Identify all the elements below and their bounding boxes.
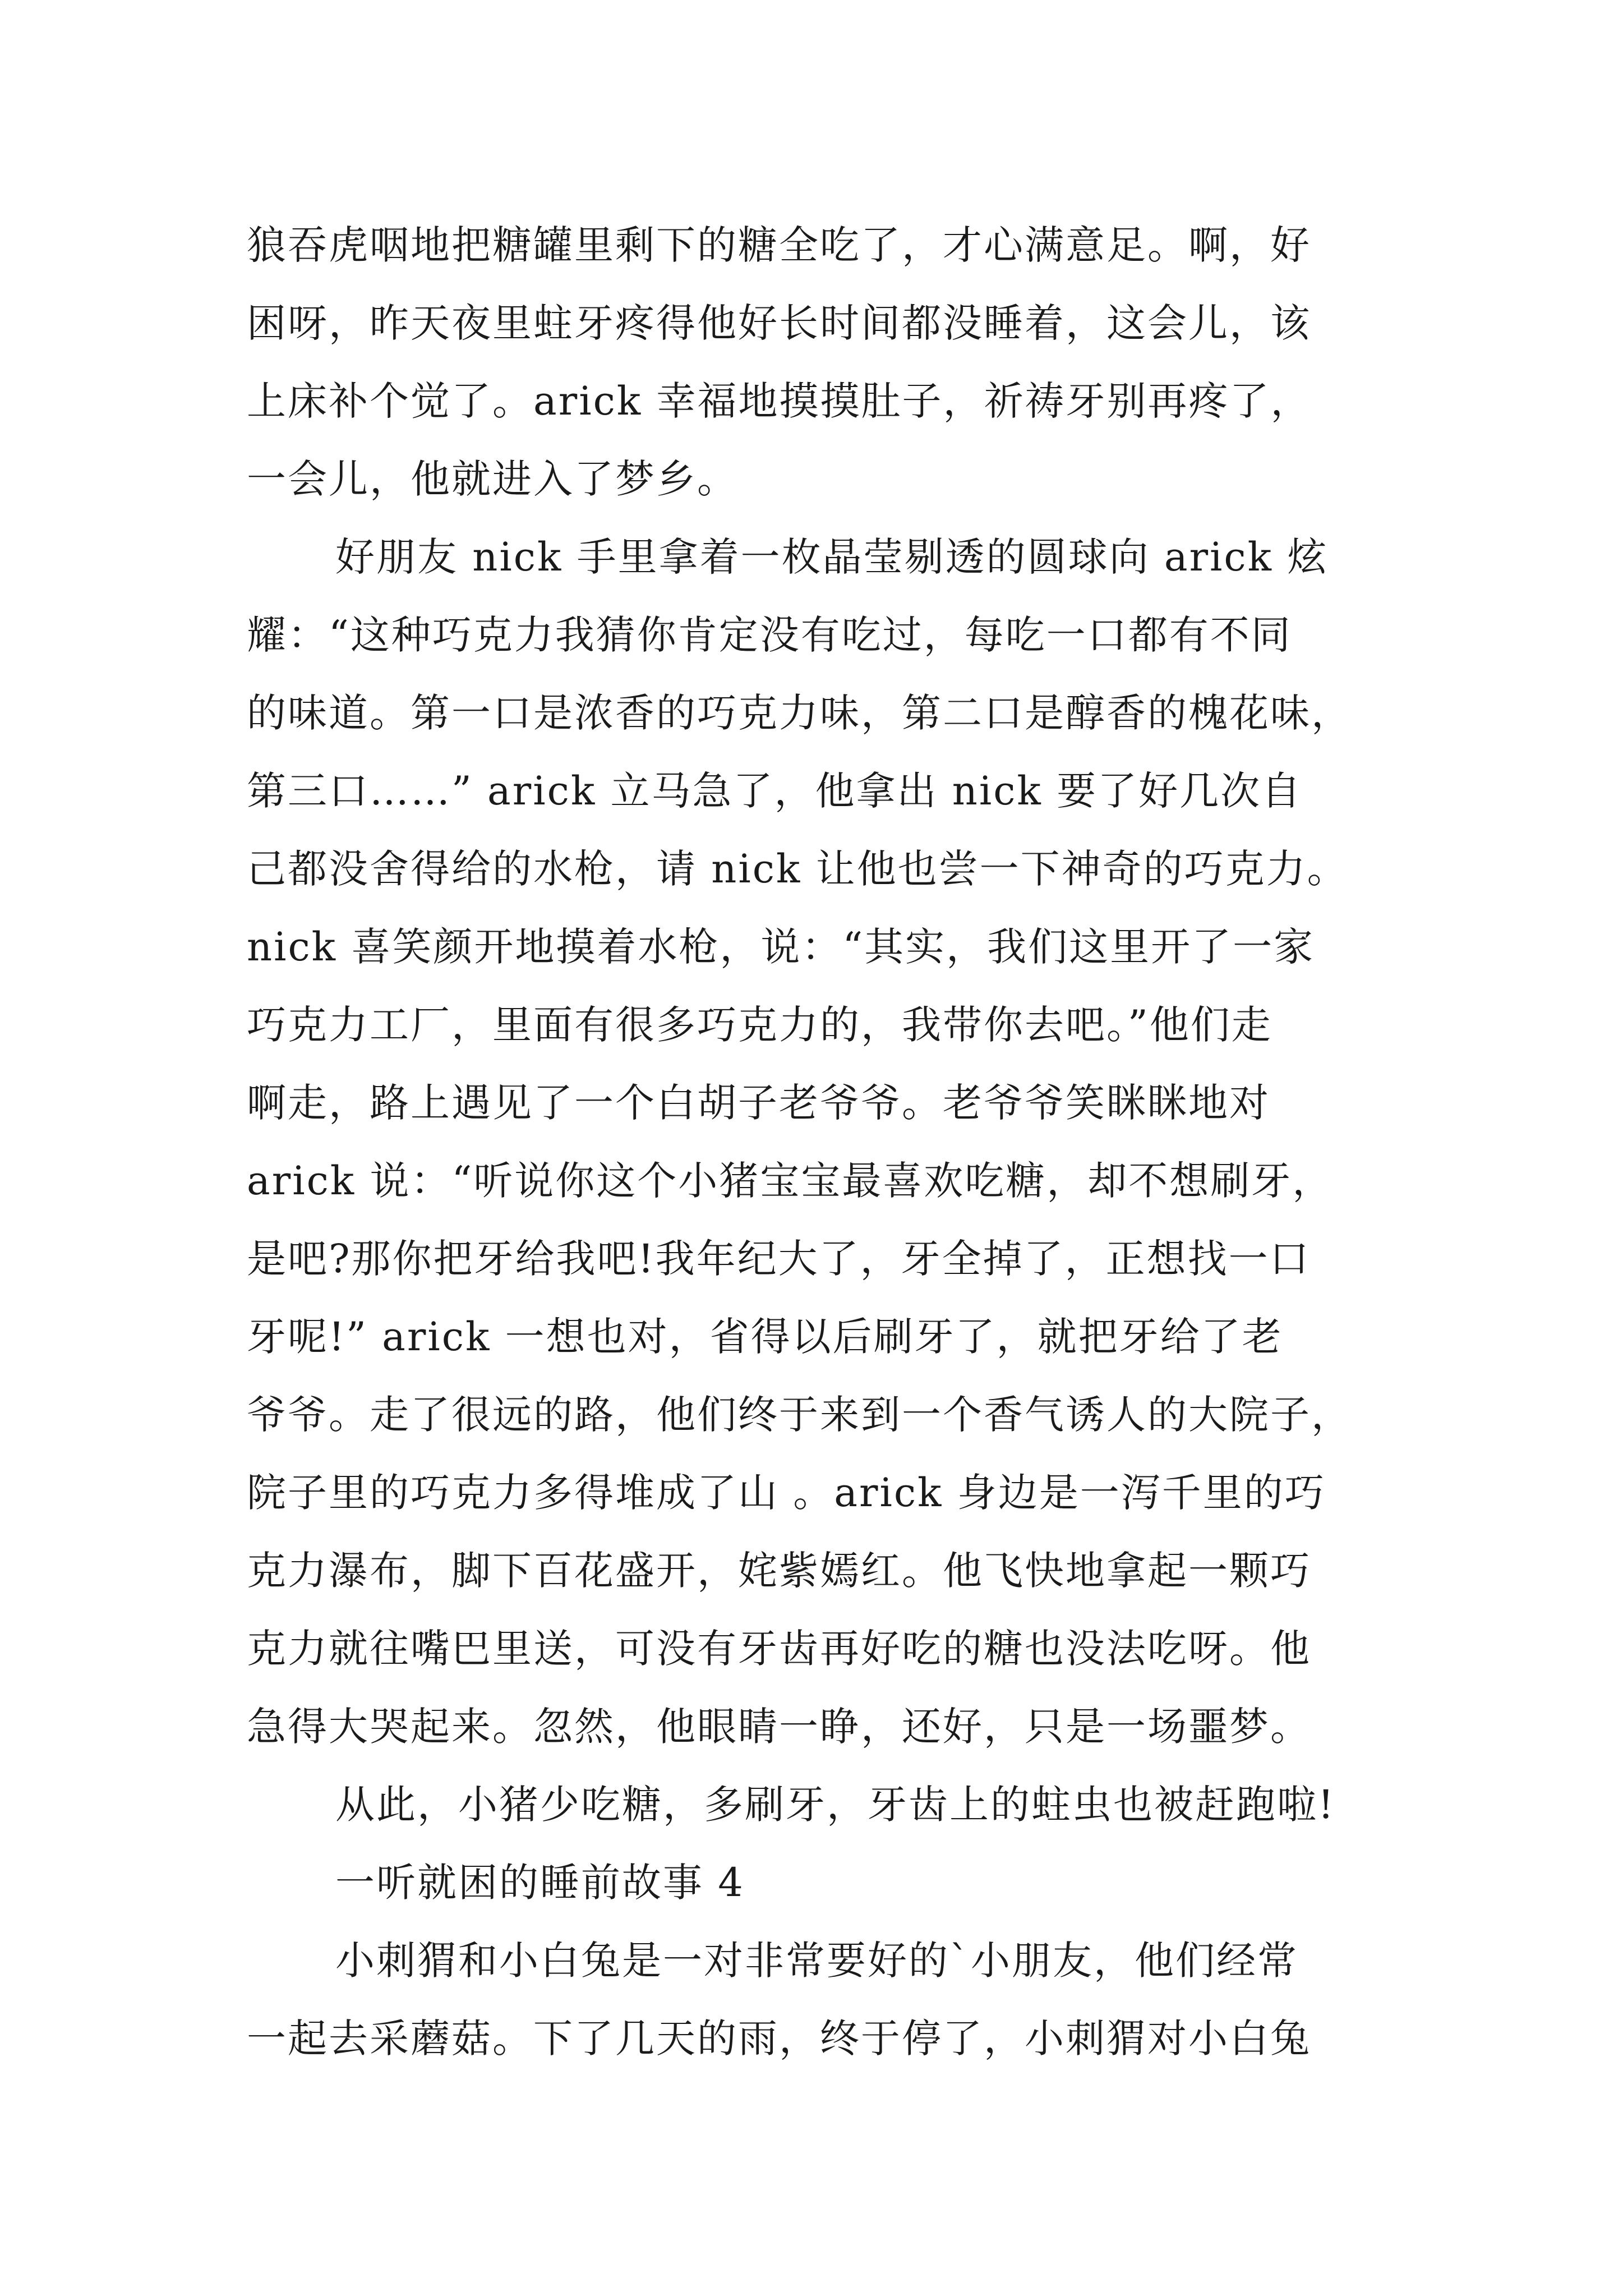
text-line: 是吧?那你把牙给我吧!我年纪大了，牙全掉了，正想找一口 (247, 1236, 1311, 1282)
text-line: 院子里的巧克力多得堆成了山 。arick 身边是一泻千里的巧 (247, 1470, 1326, 1516)
section-heading: 一听就困的睡前故事 4 (335, 1860, 745, 1906)
text-line: 好朋友 nick 手里拿着一枚晶莹剔透的圆球向 arick 炫 (335, 534, 1329, 580)
text-line: arick 说：“听说你这个小猪宝宝最喜欢吃糖，却不想刷牙， (247, 1158, 1334, 1204)
text-line: 克力就往嘴巴里送，可没有牙齿再好吃的糖也没法吃呀。他 (247, 1626, 1311, 1672)
text-line: 牙呢!” arick 一想也对，省得以后刷牙了，就把牙给了老 (247, 1314, 1283, 1360)
text-line: 第三口……” arick 立马急了，他拿出 nick 要了好几次自 (247, 768, 1303, 814)
text-line: 上床补个觉了。arick 幸福地摸摸肚子，祈祷牙别再疼了， (247, 378, 1312, 424)
text-line: 克力瀑布，脚下百花盛开，姹紫嫣红。他飞快地拿起一颗巧 (247, 1548, 1311, 1594)
text-line: 困呀，昨天夜里蛀牙疼得他好长时间都没睡着，这会儿，该 (247, 300, 1311, 346)
text-line: 己都没舍得给的水枪，请 nick 让他也尝一下神奇的巧克力。 (247, 846, 1348, 892)
text-line: 狼吞虎咽地把糖罐里剩下的糖全吃了，才心满意足。啊，好 (247, 222, 1311, 268)
text-line: 耀：“这种巧克力我猜你肯定没有吃过，每吃一口都有不同 (247, 612, 1292, 658)
text-line: 啊走，路上遇见了一个白胡子老爷爷。老爷爷笑眯眯地对 (247, 1080, 1270, 1126)
text-line: 小刺猬和小白兔是一对非常要好的`小朋友，他们经常 (335, 1938, 1298, 1984)
text-line: nick 喜笑颜开地摸着水枪，说：“其实，我们这里开了一家 (247, 924, 1315, 970)
text-line: 巧克力工厂，里面有很多巧克力的，我带你去吧。”他们走 (247, 1002, 1272, 1048)
text-line: 一会儿，他就进入了梦乡。 (247, 456, 738, 502)
story-text (247, 206, 1402, 2078)
text-line: 爷爷。走了很远的路，他们终于来到一个香气诱人的大院子， (247, 1392, 1352, 1438)
text-line: 的味道。第一口是浓香的巧克力味，第二口是醇香的槐花味， (247, 690, 1352, 736)
text-line: 一起去采蘑菇。下了几天的雨，终于停了，小刺猬对小白兔 (247, 2016, 1311, 2062)
text-line: 从此，小猪少吃糖，多刷牙，牙齿上的蛀虫也被赶跑啦! (335, 1782, 1336, 1828)
text-line: 急得大哭起来。忽然，他眼睛一睁，还好，只是一场噩梦。 (247, 1704, 1311, 1750)
